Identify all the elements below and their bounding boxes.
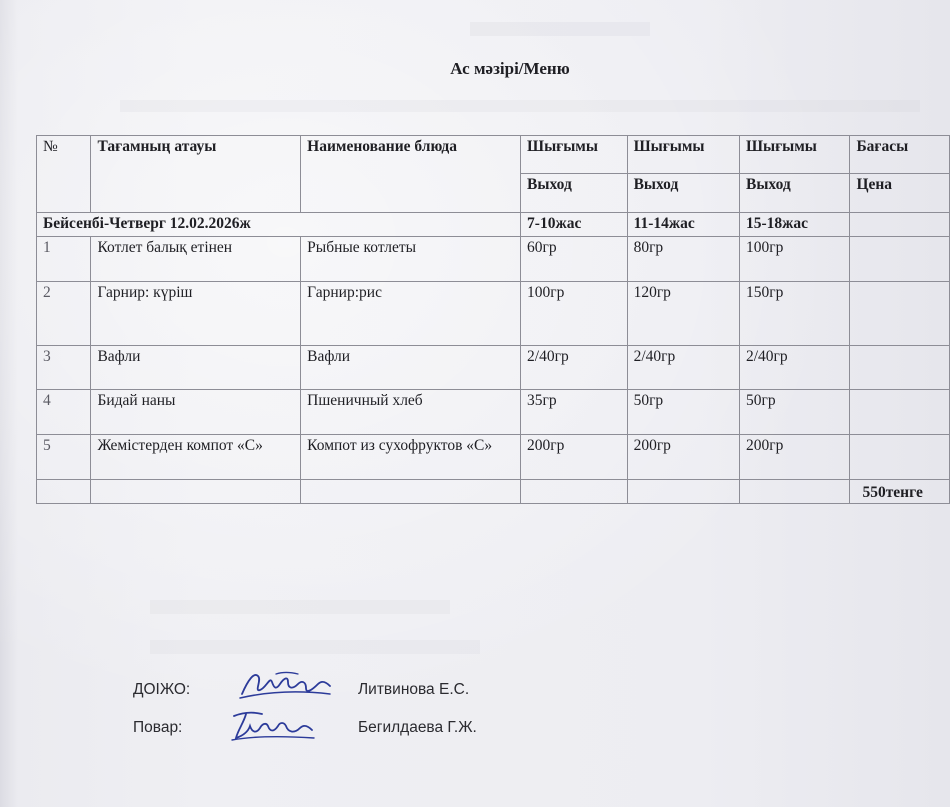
total-price: 550тенге bbox=[850, 480, 950, 504]
header-name-ru: Наименование блюда bbox=[301, 136, 521, 213]
table-row bbox=[37, 237, 950, 282]
header-name-kz: Тағамның атауы bbox=[91, 136, 301, 213]
empty-cell bbox=[850, 346, 950, 390]
yield-value: 2/40гр bbox=[739, 346, 849, 390]
handwritten-signature-director bbox=[236, 668, 336, 702]
day-label: Бейсенбі-Четверг 12.02.2026ж bbox=[37, 213, 521, 237]
yield-value: 100гр bbox=[521, 282, 628, 346]
dish-name-ru: Вафли bbox=[301, 346, 521, 390]
header-price-ru: Цена bbox=[850, 174, 950, 213]
show-through-shading bbox=[150, 640, 480, 654]
yield-value: 200гр bbox=[627, 435, 739, 480]
table-row bbox=[37, 346, 950, 390]
show-through-shading bbox=[470, 22, 650, 36]
header-price-kz: Бағасы bbox=[850, 136, 950, 174]
yield-value: 80гр bbox=[627, 237, 739, 282]
yield-value: 50гр bbox=[627, 390, 739, 435]
page-title: Ас мәзірі/Меню bbox=[450, 59, 570, 78]
header-yield-ru: Выход bbox=[739, 174, 849, 213]
header-number: № bbox=[37, 136, 91, 213]
signature-role-cook: Повар: bbox=[133, 719, 183, 736]
dish-name-ru: Компот из сухофруктов «С» bbox=[301, 435, 521, 480]
age-group: 11-14жас bbox=[627, 213, 739, 237]
yield-value: 35гр bbox=[521, 390, 628, 435]
row-number: 5 bbox=[37, 435, 91, 480]
row-number: 1 bbox=[37, 237, 91, 282]
header-yield-kz: Шығымы bbox=[627, 136, 739, 174]
signature-name-cook: Бегилдаева Г.Ж. bbox=[358, 719, 477, 736]
yield-value: 200гр bbox=[739, 435, 849, 480]
empty-cell bbox=[850, 282, 950, 346]
show-through-shading bbox=[150, 600, 450, 614]
yield-value: 60гр bbox=[521, 237, 628, 282]
empty-cell bbox=[301, 480, 521, 504]
dish-name-kz: Вафли bbox=[91, 346, 301, 390]
row-number: 3 bbox=[37, 346, 91, 390]
empty-cell bbox=[850, 390, 950, 435]
yield-value: 100гр bbox=[739, 237, 849, 282]
table-row bbox=[37, 282, 950, 346]
empty-cell bbox=[521, 480, 628, 504]
dish-name-kz: Жемістерден компот «С» bbox=[91, 435, 301, 480]
empty-cell bbox=[627, 480, 739, 504]
header-yield-ru: Выход bbox=[521, 174, 628, 213]
day-row bbox=[37, 213, 950, 237]
empty-cell bbox=[37, 480, 91, 504]
signature-name-director: Литвинова Е.С. bbox=[358, 681, 470, 698]
dish-name-kz: Котлет балық етінен bbox=[91, 237, 301, 282]
dish-name-ru: Гарнир:рис bbox=[301, 282, 521, 346]
yield-value: 120гр bbox=[627, 282, 739, 346]
table-row bbox=[37, 390, 950, 435]
signature-role-director: ДОІЖО: bbox=[133, 681, 191, 698]
empty-cell bbox=[91, 480, 301, 504]
dish-name-kz: Гарнир: күріш bbox=[91, 282, 301, 346]
yield-value: 2/40гр bbox=[627, 346, 739, 390]
dish-name-ru: Пшеничный хлеб bbox=[301, 390, 521, 435]
empty-cell bbox=[850, 237, 950, 282]
header-yield-kz: Шығымы bbox=[521, 136, 628, 174]
empty-cell bbox=[850, 213, 950, 237]
row-number: 4 bbox=[37, 390, 91, 435]
yield-value: 50гр bbox=[739, 390, 849, 435]
yield-value: 150гр bbox=[739, 282, 849, 346]
total-row bbox=[37, 480, 950, 504]
header-row-kz bbox=[37, 136, 950, 174]
empty-cell bbox=[850, 435, 950, 480]
dish-name-kz: Бидай наны bbox=[91, 390, 301, 435]
yield-value: 200гр bbox=[521, 435, 628, 480]
row-number: 2 bbox=[37, 282, 91, 346]
table-row bbox=[37, 435, 950, 480]
age-group: 7-10жас bbox=[521, 213, 628, 237]
handwritten-signature-cook bbox=[228, 708, 318, 744]
show-through-shading bbox=[120, 100, 920, 112]
dish-name-ru: Рыбные котлеты bbox=[301, 237, 521, 282]
menu-table bbox=[36, 135, 950, 504]
header-yield-kz: Шығымы bbox=[739, 136, 849, 174]
header-yield-ru: Выход bbox=[627, 174, 739, 213]
age-group: 15-18жас bbox=[739, 213, 849, 237]
yield-value: 2/40гр bbox=[521, 346, 628, 390]
empty-cell bbox=[739, 480, 849, 504]
